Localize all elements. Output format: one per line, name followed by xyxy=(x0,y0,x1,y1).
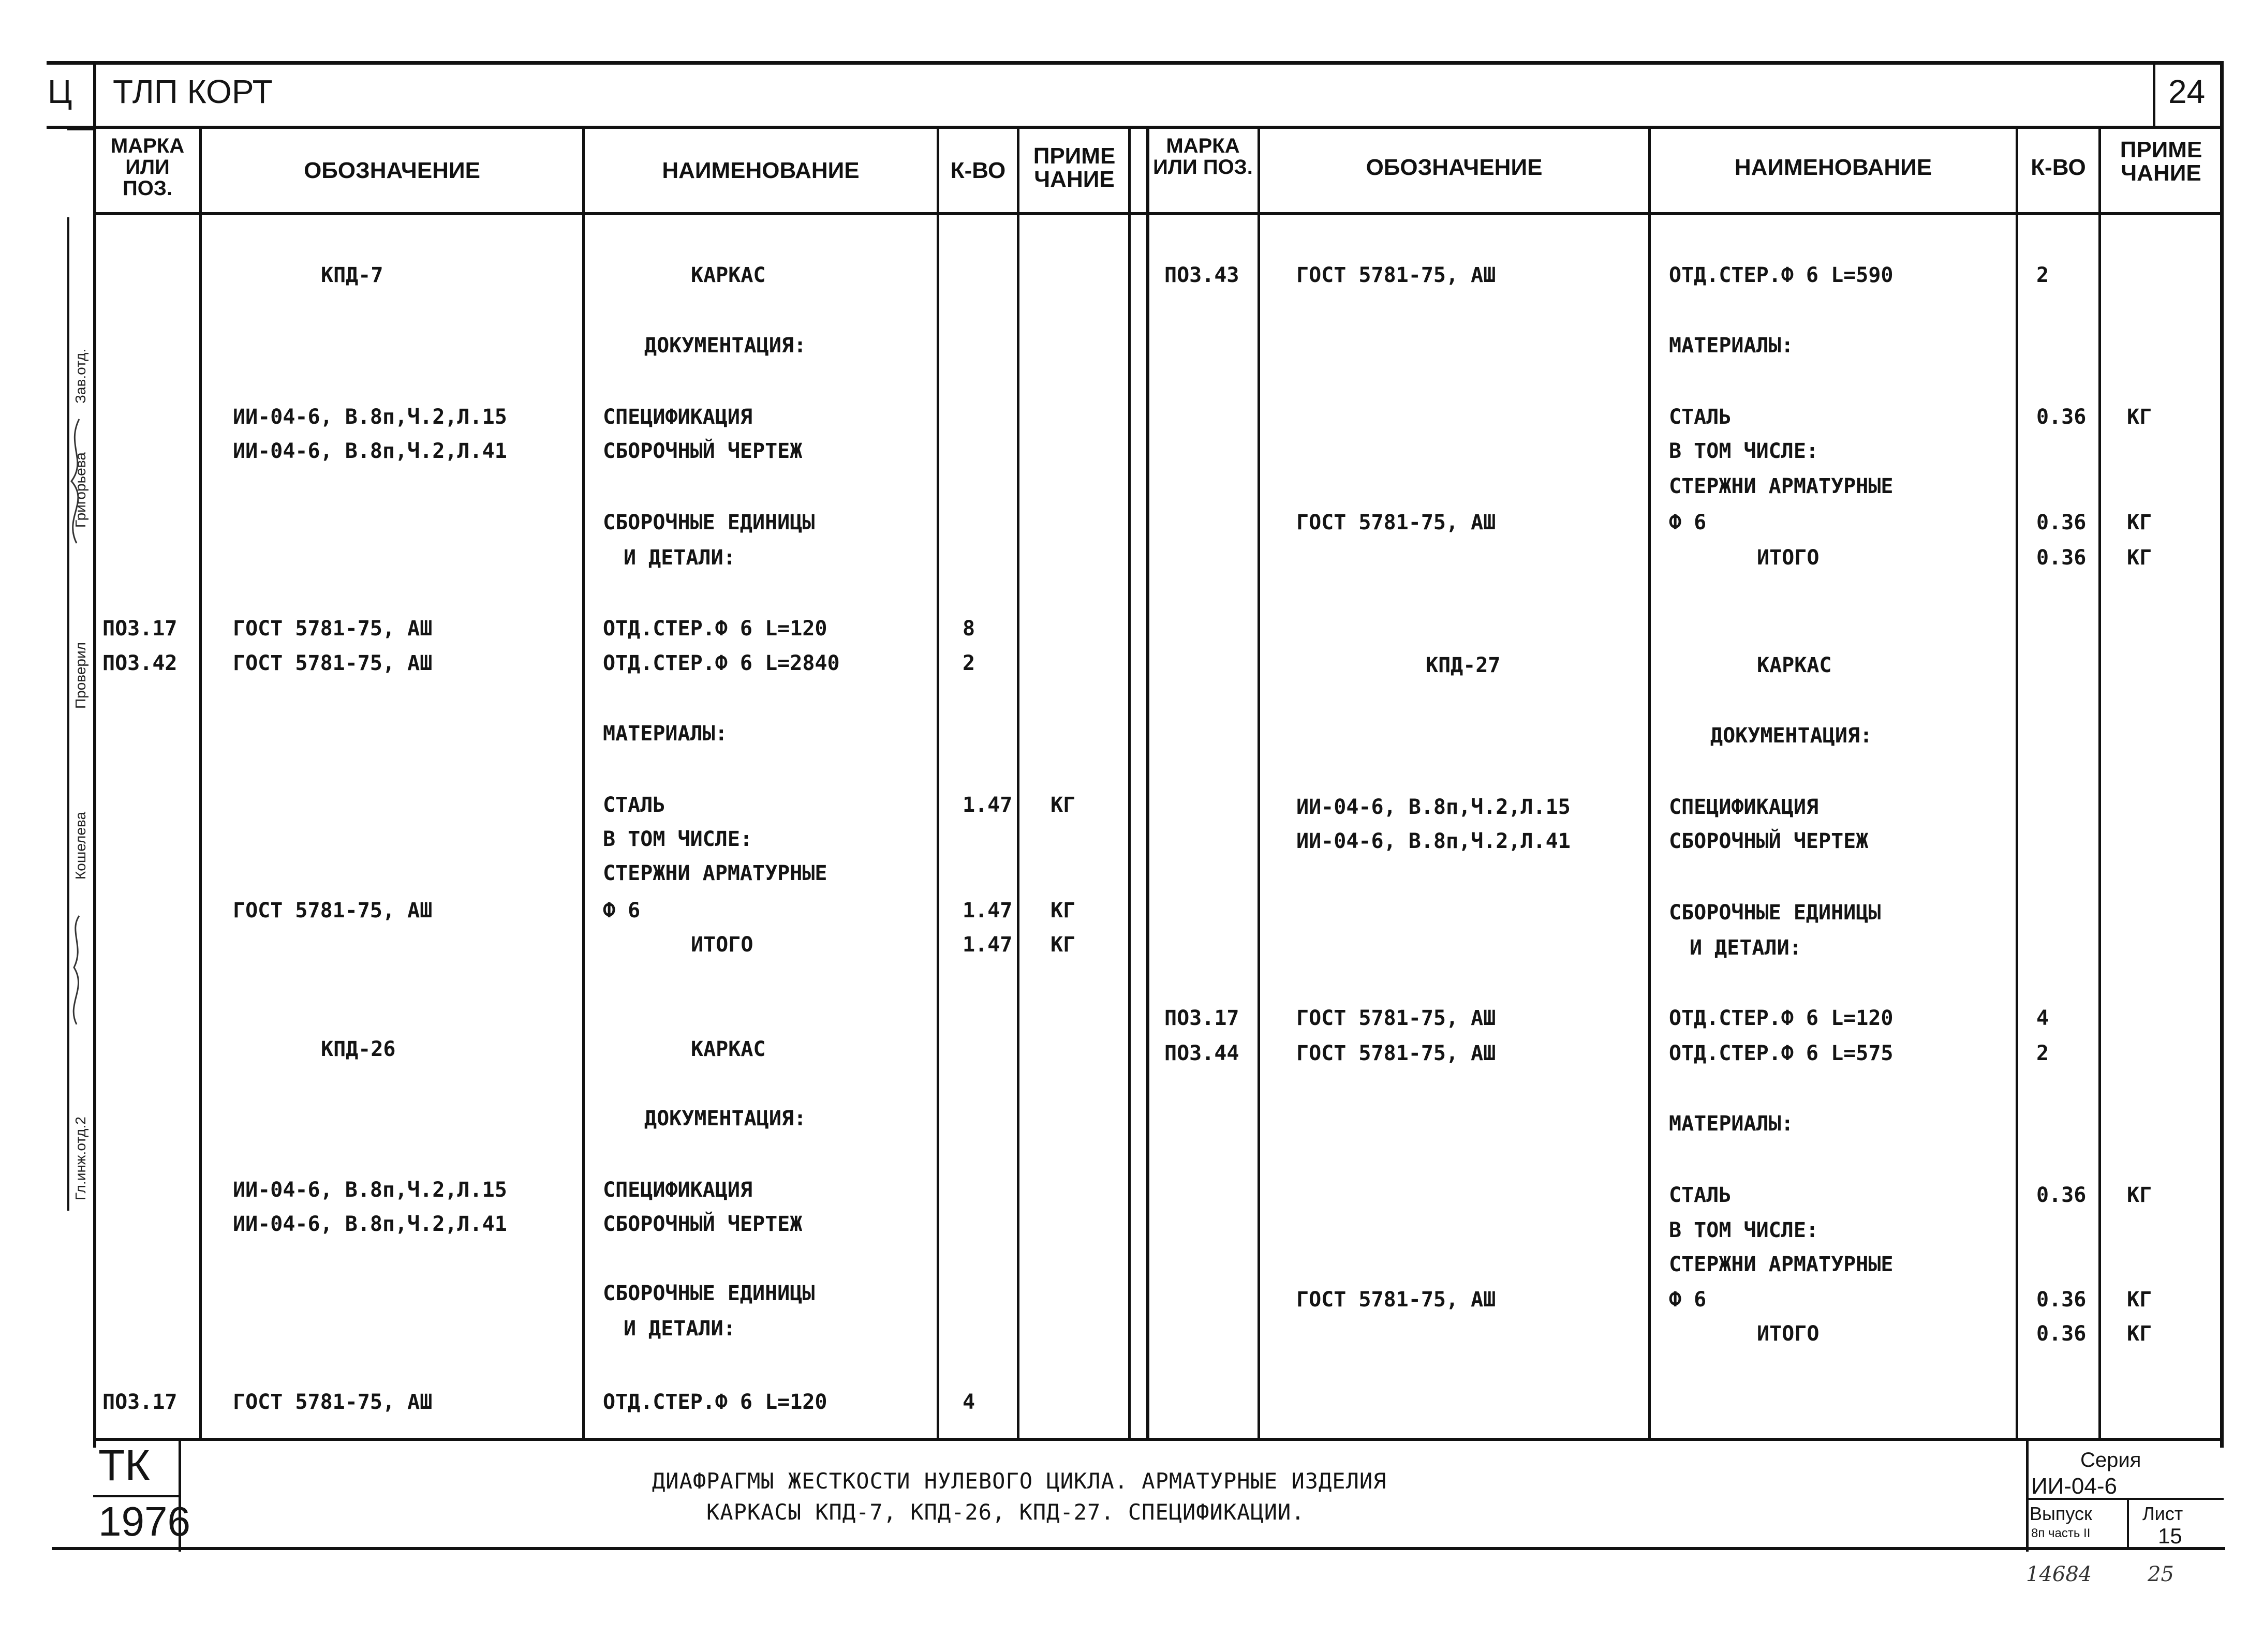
cell-designation: ГОСТ 5781-75, АШ xyxy=(233,651,433,675)
cell-name: КАРКАС xyxy=(1757,653,1832,677)
cell-name: МАТЕРИАЛЫ: xyxy=(603,722,728,746)
cell-designation: ГОСТ 5781-75, АШ xyxy=(233,1390,433,1414)
cell-designation: ИИ-04-6, В.8п,Ч.2,Л.41 xyxy=(1296,829,1571,853)
cell-mark: ПОЗ.44 xyxy=(1164,1041,1239,1065)
signature-2 xyxy=(61,911,92,1030)
cell-name: СБОРОЧНЫЙ ЧЕРТЕЖ xyxy=(603,439,803,463)
cell-designation: ИИ-04-6, В.8п,Ч.2,Л.41 xyxy=(233,1212,507,1236)
cell-name: И ДЕТАЛИ: xyxy=(1690,936,1802,960)
cell-name: И ДЕТАЛИ: xyxy=(624,546,736,570)
cell-designation: ГОСТ 5781-75, АШ xyxy=(233,617,433,641)
cell-note: КГ xyxy=(1051,899,1076,922)
cell-name: ОТД.СТЕР.Ф 6 L=120 xyxy=(603,617,827,641)
archive-sheet: 25 xyxy=(2148,1562,2174,1586)
cell-designation: ГОСТ 5781-75, АШ xyxy=(1296,263,1496,287)
cell-name: ОТД.СТЕР.Ф 6 L=120 xyxy=(1669,1006,1894,1030)
cell-qty: 0.36 xyxy=(2036,546,2087,570)
cell-qty: 1.47 xyxy=(963,899,1013,922)
cell-designation: ГОСТ 5781-75, АШ xyxy=(1296,1288,1496,1312)
header-designation-right: ОБОЗНАЧЕНИЕ xyxy=(1366,155,1543,180)
cell-name: Ф 6 xyxy=(1669,511,1707,534)
cell-qty: 0.36 xyxy=(2036,1288,2087,1312)
cell-mark: ПОЗ.43 xyxy=(1164,263,1239,287)
stamp-role-chief: Гл.инж.отд.2 xyxy=(72,1117,88,1200)
cell-name: СБОРОЧНЫЕ ЕДИНИЦЫ xyxy=(603,1282,815,1305)
document-title-line-2: КАРКАСЫ КПД-7, КПД-26, КПД-27. СПЕЦИФИКАЦИИ. xyxy=(706,1499,1305,1525)
cell-name: СБОРОЧНЫЕ ЕДИНИЦЫ xyxy=(603,511,815,534)
cell-name: В ТОМ ЧИСЛЕ: xyxy=(1669,1218,1818,1242)
cell-qty: 0.36 xyxy=(2036,405,2087,429)
cell-name: СТЕРЖНИ АРМАТУРНЫЕ xyxy=(1669,1253,1894,1276)
cell-qty: 2 xyxy=(963,651,975,675)
cell-qty: 4 xyxy=(2036,1006,2049,1030)
stamp-role-head: Зав.отд. xyxy=(72,348,88,404)
cell-name: ДОКУМЕНТАЦИЯ: xyxy=(644,334,807,358)
cell-name: Ф 6 xyxy=(603,899,641,922)
cell-name: ОТД.СТЕР.Ф 6 L=590 xyxy=(1669,263,1894,287)
sheet-value: 15 xyxy=(2158,1524,2182,1548)
cell-name: ОТД.СТЕР.Ф 6 L=575 xyxy=(1669,1041,1894,1065)
footer-year: 1976 xyxy=(98,1498,190,1544)
cell-qty: 0.36 xyxy=(2036,1322,2087,1346)
footer-code: ТК xyxy=(98,1441,151,1490)
cell-name: СТАЛЬ xyxy=(1669,1183,1732,1207)
cell-name: ОТД.СТЕР.Ф 6 L=2840 xyxy=(603,651,840,675)
cell-name: И ДЕТАЛИ: xyxy=(624,1317,736,1341)
cell-name: Ф 6 xyxy=(1669,1288,1707,1312)
cell-designation: ГОСТ 5781-75, АШ xyxy=(1296,511,1496,534)
cell-designation: КПД-26 xyxy=(321,1037,396,1061)
cell-qty: 2 xyxy=(2036,1041,2049,1065)
cell-name: СПЕЦИФИКАЦИЯ xyxy=(603,405,752,429)
header-designation-left: ОБОЗНАЧЕНИЕ xyxy=(304,158,480,183)
document-title-line-1: ДИАФРАГМЫ ЖЕСТКОСТИ НУЛЕВОГО ЦИКЛА. АРМАТУРНЫЕ ИЗДЕЛИЯ xyxy=(652,1468,1387,1494)
cell-qty: 0.36 xyxy=(2036,511,2087,534)
stamp-name-kosheleva: Кошелева xyxy=(72,811,88,880)
cell-designation: ИИ-04-6, В.8п,Ч.2,Л.15 xyxy=(233,1178,507,1202)
page-number: 24 xyxy=(2168,73,2206,110)
cell-name: СБОРОЧНЫЕ ЕДИНИЦЫ xyxy=(1669,901,1881,925)
cell-note: КГ xyxy=(2127,1322,2152,1346)
cell-mark: ПОЗ.42 xyxy=(102,651,178,675)
series-value: ИИ-04-6 xyxy=(2031,1474,2117,1499)
issue-value: 8п часть II xyxy=(2031,1526,2091,1540)
stamp-name-grigorieva: Григорьева xyxy=(72,452,88,528)
header-name-left: НАИМЕНОВАНИЕ xyxy=(662,158,860,183)
header-mark-left: МАРКА ИЛИ ПОЗ. xyxy=(110,135,185,200)
cell-name: ДОКУМЕНТАЦИЯ: xyxy=(644,1107,807,1130)
cell-designation: ИИ-04-6, В.8п,Ч.2,Л.15 xyxy=(1296,795,1571,819)
cell-designation: ГОСТ 5781-75, АШ xyxy=(233,899,433,922)
cell-qty: 1.47 xyxy=(963,793,1013,817)
cell-name: СТЕРЖНИ АРМАТУРНЫЕ xyxy=(1669,474,1894,498)
cell-qty: 0.36 xyxy=(2036,1183,2087,1207)
cell-name: ИТОГО xyxy=(1757,1322,1820,1346)
header-qty-left: К-ВО xyxy=(950,158,1006,183)
cell-name: В ТОМ ЧИСЛЕ: xyxy=(603,827,752,851)
cell-note: КГ xyxy=(2127,405,2152,429)
cell-designation: КПД-27 xyxy=(1426,653,1501,677)
cell-designation: ИИ-04-6, В.8п,Ч.2,Л.41 xyxy=(233,439,507,463)
header-note-right: ПРИМЕ ЧАНИЕ xyxy=(2120,137,2202,186)
cell-designation: ГОСТ 5781-75, АШ xyxy=(1296,1041,1496,1065)
cell-note: КГ xyxy=(2127,546,2152,570)
stamp-role-checked: Проверил xyxy=(72,642,88,709)
cell-name: КАРКАС xyxy=(691,263,766,287)
cell-note: КГ xyxy=(2127,511,2152,534)
cell-designation: ГОСТ 5781-75, АШ xyxy=(1296,1006,1496,1030)
cell-designation: КПД-7 xyxy=(321,263,383,287)
cell-designation: ИИ-04-6, В.8п,Ч.2,Л.15 xyxy=(233,405,507,429)
header-note-left: ПРИМЕ ЧАНИЕ xyxy=(1033,143,1116,192)
cell-name: СПЕЦИФИКАЦИЯ xyxy=(603,1178,752,1202)
corner-mark: Ц xyxy=(48,73,72,110)
cell-note: КГ xyxy=(2127,1183,2152,1207)
cell-mark: ПОЗ.17 xyxy=(102,1390,178,1414)
cell-qty: 2 xyxy=(2036,263,2049,287)
cell-name: МАТЕРИАЛЫ: xyxy=(1669,1112,1794,1136)
cell-mark: ПОЗ.17 xyxy=(1164,1006,1239,1030)
cell-name: КАРКАС xyxy=(691,1037,766,1061)
archive-number: 14684 xyxy=(2026,1562,2092,1586)
cell-name: ДОКУМЕНТАЦИЯ: xyxy=(1710,724,1873,748)
issue-label: Выпуск xyxy=(2030,1503,2092,1524)
organization-title: ТЛП КОРТ xyxy=(113,73,273,110)
cell-name: СПЕЦИФИКАЦИЯ xyxy=(1669,795,1818,819)
cell-name: СТЕРЖНИ АРМАТУРНЫЕ xyxy=(603,861,827,885)
series-label: Серия xyxy=(2080,1449,2141,1471)
cell-note: КГ xyxy=(1051,933,1076,957)
cell-note: КГ xyxy=(1051,793,1076,817)
cell-qty: 4 xyxy=(963,1390,975,1414)
cell-note: КГ xyxy=(2127,1288,2152,1312)
cell-qty: 1.47 xyxy=(963,933,1013,957)
signature-1 xyxy=(61,414,92,548)
cell-name: ИТОГО xyxy=(691,933,753,957)
cell-name: СТАЛЬ xyxy=(603,793,665,817)
sheet-label: Лист xyxy=(2142,1503,2183,1524)
header-qty-right: К-ВО xyxy=(2031,155,2086,180)
cell-name: СТАЛЬ xyxy=(1669,405,1732,429)
cell-qty: 8 xyxy=(963,617,975,641)
cell-name: МАТЕРИАЛЫ: xyxy=(1669,334,1794,358)
cell-name: В ТОМ ЧИСЛЕ: xyxy=(1669,439,1818,463)
cell-name: ОТД.СТЕР.Ф 6 L=120 xyxy=(603,1390,827,1414)
cell-name: ИТОГО xyxy=(1757,546,1820,570)
header-name-right: НАИМЕНОВАНИЕ xyxy=(1734,155,1932,180)
cell-name: СБОРОЧНЫЙ ЧЕРТЕЖ xyxy=(1669,829,1869,853)
cell-mark: ПОЗ.17 xyxy=(102,617,178,641)
cell-name: СБОРОЧНЫЙ ЧЕРТЕЖ xyxy=(603,1212,803,1236)
header-mark-right: МАРКА ИЛИ ПОЗ. xyxy=(1153,135,1253,178)
